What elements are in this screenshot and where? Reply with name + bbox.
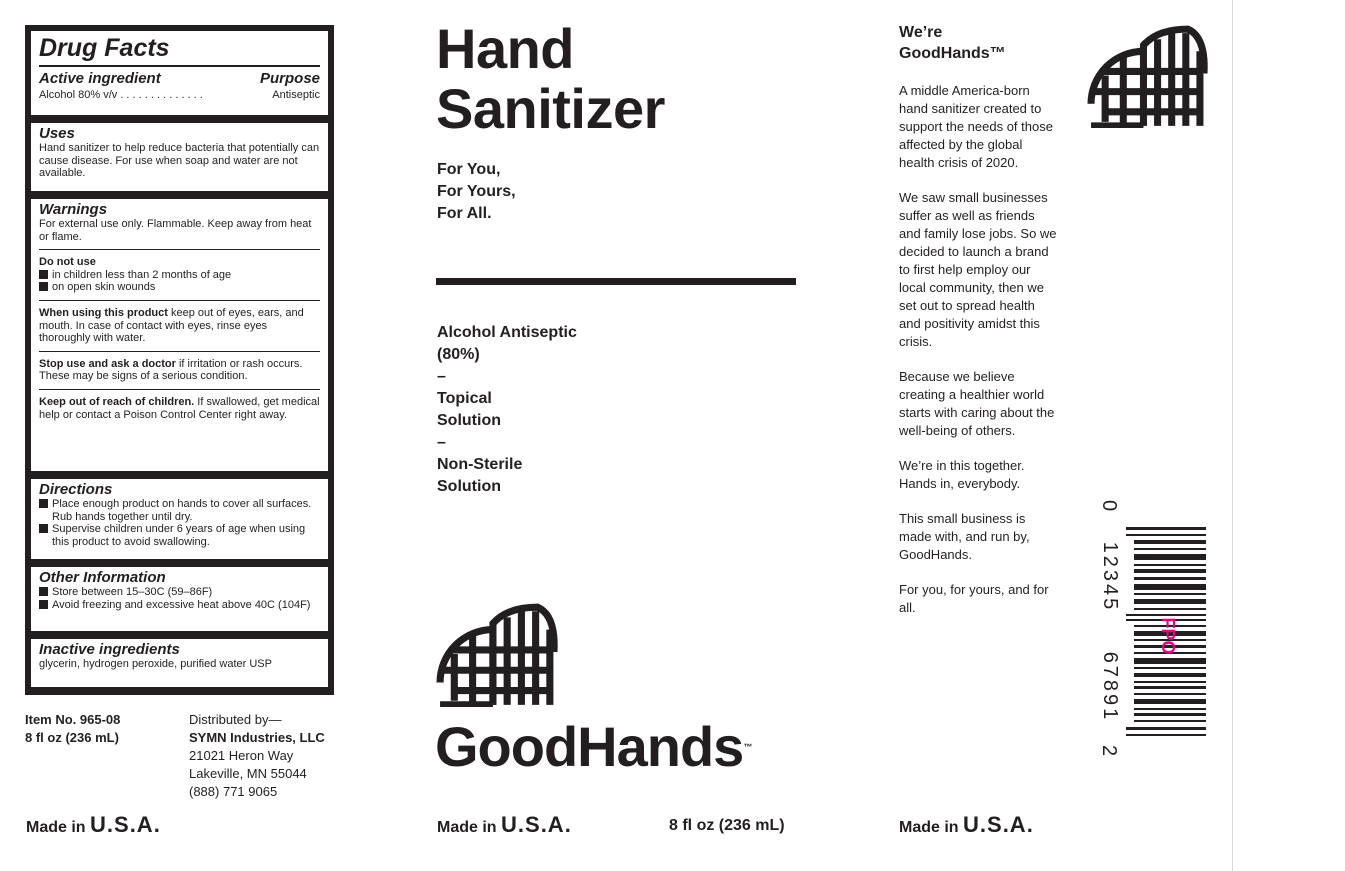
product-description: Alcohol Antiseptic (80%) – Topical Solution – Non-Sterile Solution: [437, 324, 577, 495]
drug-facts-panel: [25, 25, 334, 695]
made-in-usa-left: Made in U.S.A.: [26, 812, 161, 837]
drug-facts-title: Drug Facts: [39, 34, 170, 62]
purpose-label: Purpose: [259, 70, 320, 87]
distributor-address-line1: 21021 Heron Way: [189, 748, 294, 763]
tagline: For You, For Yours, For All.: [437, 161, 516, 222]
bullet-icon: [39, 600, 48, 609]
stop-use-text: Stop use and ask a doctor if irritation or rash occurs. These may be signs of a serious condition.: [39, 357, 303, 383]
story-paragraph: We saw small businesses suffer as well as friends and family lose jobs. So we decided to launch a brand to first help employ our local community, then we set out to spread health and positivity amidst this crisis.: [899, 190, 1057, 349]
bullet-icon: [39, 282, 48, 291]
do-not-use-heading: Do not use: [39, 256, 96, 269]
other-information-heading: Other Information: [39, 569, 166, 586]
distributor-company: SYMN Industries, LLC: [189, 730, 325, 745]
distributor-address-line2: Lakeville, MN 55044: [189, 766, 307, 781]
directions-item: Place enough product on hands to cover all surfaces. Rub hands together until dry.: [39, 498, 320, 523]
story-paragraph: A middle America-born hand sanitizer created to support the needs of those affected by the global health crisis of 2020.: [899, 83, 1053, 170]
directions-heading: Directions: [39, 481, 113, 498]
inactive-ingredients-section: [31, 639, 328, 687]
bullet-icon: [39, 524, 48, 533]
directions-section: [31, 479, 328, 559]
inactive-ingredients-heading: Inactive ingredients: [39, 641, 180, 658]
warnings-heading: Warnings: [39, 201, 108, 218]
uses-section: [31, 123, 328, 191]
panel-edge-line: [1232, 0, 1233, 871]
keep-out-text: Keep out of reach of children. If swallowed, get medical help or contact a Poison Control Center right away.: [39, 395, 320, 421]
goodhands-logo-icon: [436, 603, 558, 707]
directions-item: Supervise children under 6 years of age when using this product to avoid swallowing.: [39, 523, 320, 548]
barcode: [1098, 500, 1210, 770]
story-paragraph: Because we believe creating a healthier world starts with caring about the well-being of others.: [899, 369, 1055, 438]
other-information-section: [31, 567, 328, 631]
uses-heading: Uses: [39, 125, 75, 142]
bullet-icon: [39, 499, 48, 508]
other-information-item: Avoid freezing and excessive heat above 40C (104F): [39, 599, 320, 612]
story-paragraph: For you, for yours, and for all.: [899, 582, 1049, 615]
warnings-section: [31, 199, 328, 471]
trademark: ™: [743, 742, 752, 752]
net-contents: 8 fl oz (236 mL): [669, 817, 785, 834]
active-ingredient: Alcohol 80% v/v . . . . . . . . . . . . . .: [39, 89, 203, 101]
barcode-digit-first: 0: [1098, 500, 1120, 512]
drug-facts-header: [31, 31, 328, 115]
item-info: [25, 711, 120, 747]
barcode-digit-last: 2: [1098, 745, 1120, 757]
brand-story: [899, 82, 1059, 634]
made-in-usa-center: Made in U.S.A.: [437, 812, 572, 837]
distributor-phone: (888) 771 9065: [189, 784, 278, 799]
divider-bar: [436, 278, 796, 285]
other-information-item: Store between 15–30C (59–86F): [39, 586, 320, 599]
do-not-use-item: in children less than 2 months of age: [39, 269, 320, 282]
story-paragraph: This small business is made with, and run by, GoodHands.: [899, 511, 1030, 562]
fpo-mark: FPO: [1158, 617, 1178, 655]
barcode-digits-left: 12345: [1099, 541, 1121, 613]
warnings-text: For external use only. Flammable. Keep away from heat or flame.: [39, 218, 312, 243]
bullet-icon: [39, 270, 48, 279]
barcode-digits-right: 67891: [1099, 651, 1121, 723]
right-heading: We’re GoodHands™: [899, 24, 1006, 62]
brand-name: GoodHands™: [435, 715, 752, 778]
item-size: 8 fl oz (236 mL): [25, 730, 119, 745]
when-using-text: When using this product keep out of eyes, ears, and mouth. In case of contact with eyes, rinse eyes thoroughly with water.: [39, 306, 304, 345]
bullet-icon: [39, 587, 48, 596]
distributor-info: [189, 711, 325, 801]
uses-text: Hand sanitizer to help reduce bacteria that potentially can cause disease. For use when soap and water are not available.: [39, 142, 320, 180]
inactive-ingredients-text: glycerin, hydrogen peroxide, purified water USP: [39, 658, 272, 670]
distributed-by: Distributed by—: [189, 712, 282, 727]
goodhands-logo-icon-right: [1087, 25, 1208, 128]
product-title: Hand Sanitizer: [436, 17, 665, 140]
story-paragraph: We’re in this together. Hands in, everybody.: [899, 458, 1025, 491]
purpose: Antiseptic: [272, 89, 320, 101]
active-ingredient-label: Active ingredient: [39, 70, 161, 87]
made-in-usa-right: Made in U.S.A.: [899, 812, 1034, 837]
item-number: Item No. 965-08: [25, 712, 121, 727]
do-not-use-item: on open skin wounds: [39, 281, 320, 294]
